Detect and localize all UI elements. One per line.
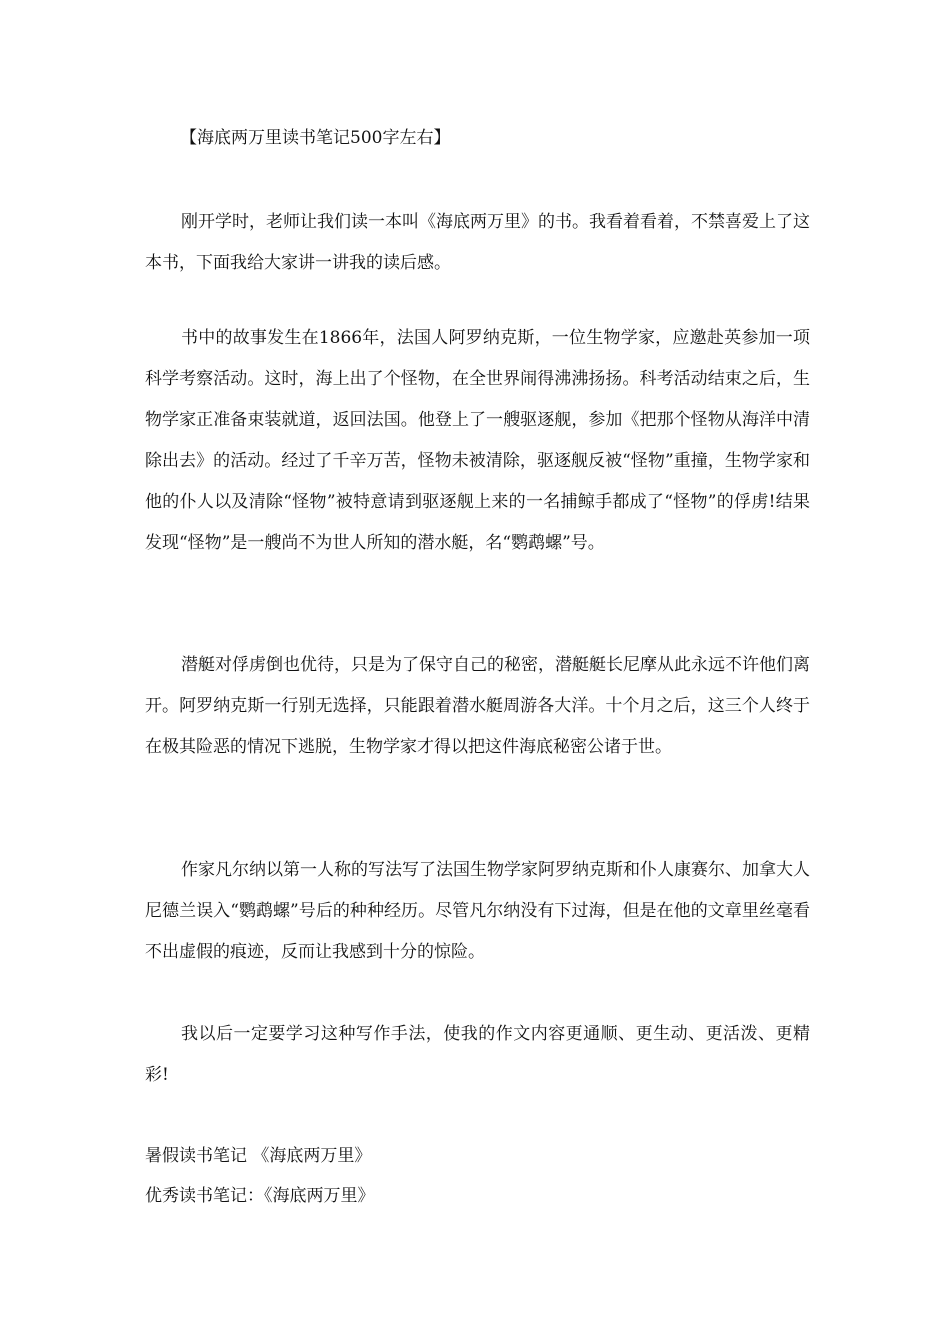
related-link-summer-notes[interactable]: 暑假读书笔记 《海底两万里》 <box>145 1146 372 1166</box>
paragraph-intro: 刚开学时，老师让我们读一本叫《海底两万里》的书。我看着看着，不禁喜爱上了这本书，下面我给大家讲一讲我的读后感。 <box>145 212 810 273</box>
paragraph-conclusion: 我以后一定要学习这种写作手法，使我的作文内容更通顺、更生动、更活泼、更精彩! <box>145 1024 810 1085</box>
document-title: 【海底两万里读书笔记500字左右】 <box>180 128 451 148</box>
paragraph-story-summary: 书中的故事发生在1866年，法国人阿罗纳克斯，一位生物学家，应邀赴英参加一项科学考察活动。这时，海上出了个怪物，在全世界闹得沸沸扬扬。科考活动结束之后，生物学家正准备束装就道，返回法国。他登上了一艘驱逐舰，参加《把那个怪物从海洋中清除出去》的活动。经过了千辛万苦，怪物未被清除，驱逐舰反被“怪物”重撞，生物学家和他的仆人以及清除“怪物”被特意请到驱逐舰上来的一名捕鲸手都成了“怪物”的俘虏!结果发现“怪物”是一艘尚不为世人所知的潜水艇，名“鹦鹉螺”号。 <box>145 328 810 553</box>
related-link-excellent-notes[interactable]: 优秀读书笔记：《海底两万里》 <box>145 1186 375 1206</box>
paragraph-author-style: 作家凡尔纳以第一人称的写法写了法国生物学家阿罗纳克斯和仆人康赛尔、加拿大人尼德兰误入“鹦鹉螺”号后的种种经历。尽管凡尔纳没有下过海，但是在他的文章里丝毫看不出虚假的痕迹，反而让我感到十分的惊险。 <box>145 860 810 962</box>
paragraph-escape: 潜艇对俘虏倒也优待，只是为了保守自己的秘密，潜艇艇长尼摩从此永远不许他们离开。阿罗纳克斯一行别无选择，只能跟着潜水艇周游各大洋。十个月之后，这三个人终于在极其险恶的情况下逃脱，生物学家才得以把这件海底秘密公诸于世。 <box>145 655 810 757</box>
related-links <box>145 1136 375 1216</box>
